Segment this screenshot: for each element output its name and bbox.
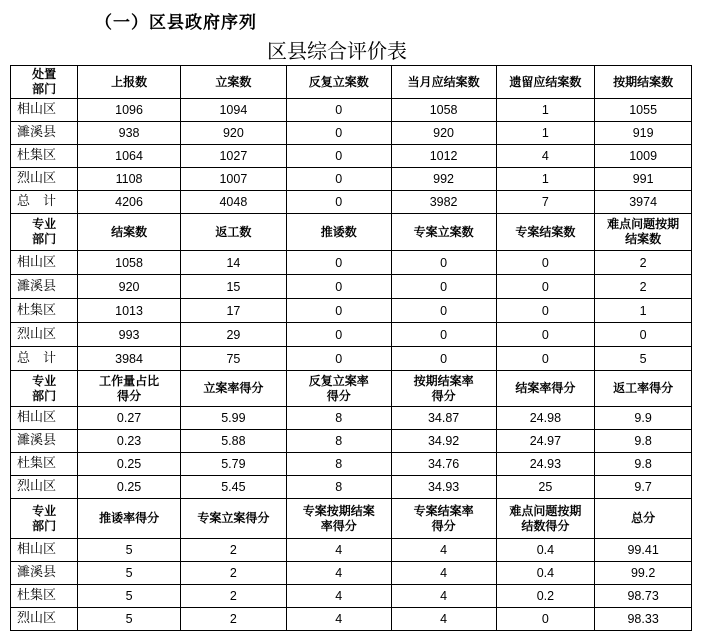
table-cell: 34.93 [391, 476, 496, 499]
region-name: 烈山区 [11, 608, 78, 631]
region-name: 总 计 [11, 347, 78, 371]
table-cell: 2 [180, 608, 286, 631]
header-row [11, 499, 692, 539]
table-cell: 9.8 [595, 430, 692, 453]
header-row [11, 371, 692, 407]
table-cell: 1058 [391, 99, 496, 122]
table-cell: 0 [286, 323, 391, 347]
table-cell: 34.76 [391, 453, 496, 476]
table-cell: 0.27 [78, 407, 181, 430]
table-cell: 15 [180, 275, 286, 299]
table-cell: 0 [391, 299, 496, 323]
column-header: 推诿数 [286, 214, 391, 251]
table-cell: 1 [496, 122, 595, 145]
column-header: 当月应结案数 [391, 66, 496, 99]
evaluation-table [10, 65, 692, 631]
table-cell: 920 [391, 122, 496, 145]
table-cell: 34.92 [391, 430, 496, 453]
column-header: 按期结案数 [595, 66, 692, 99]
column-header: 上报数 [78, 66, 181, 99]
region-name: 杜集区 [11, 585, 78, 608]
region-name: 相山区 [11, 251, 78, 275]
table-cell: 992 [391, 168, 496, 191]
table-cell: 4 [391, 585, 496, 608]
table-cell: 3974 [595, 191, 692, 214]
column-header: 遗留应结案数 [496, 66, 595, 99]
table-cell: 1064 [78, 145, 181, 168]
table-cell: 8 [286, 476, 391, 499]
table-cell: 5 [78, 608, 181, 631]
column-header: 难点问题按期 结数得分 [496, 499, 595, 539]
column-header: 推诿率得分 [78, 499, 181, 539]
table-cell: 0 [595, 323, 692, 347]
table-row [11, 122, 692, 145]
table-cell: 0 [496, 299, 595, 323]
region-name: 杜集区 [11, 299, 78, 323]
region-name: 相山区 [11, 99, 78, 122]
table-cell: 7 [496, 191, 595, 214]
table-row [11, 251, 692, 275]
table-cell: 4 [496, 145, 595, 168]
table-cell: 98.33 [595, 608, 692, 631]
table-row [11, 608, 692, 631]
table-row [11, 145, 692, 168]
table-cell: 0 [286, 99, 391, 122]
column-header: 结案率得分 [496, 371, 595, 407]
table-row [11, 275, 692, 299]
table-cell: 98.73 [595, 585, 692, 608]
table-cell: 0.4 [496, 539, 595, 562]
table-cell: 34.87 [391, 407, 496, 430]
table-cell: 5.88 [180, 430, 286, 453]
column-header: 专案结案数 [496, 214, 595, 251]
column-header: 反复立案率 得分 [286, 371, 391, 407]
table-cell: 5 [78, 562, 181, 585]
table-cell: 0 [286, 299, 391, 323]
table-row [11, 562, 692, 585]
table-cell: 29 [180, 323, 286, 347]
table-cell: 4 [391, 539, 496, 562]
region-name: 烈山区 [11, 168, 78, 191]
table-cell: 2 [595, 275, 692, 299]
table-cell: 8 [286, 453, 391, 476]
table-cell: 9.8 [595, 453, 692, 476]
header-row [11, 214, 692, 251]
table-cell: 25 [496, 476, 595, 499]
table-cell: 99.2 [595, 562, 692, 585]
table-cell: 24.98 [496, 407, 595, 430]
column-header: 立案数 [180, 66, 286, 99]
region-name: 杜集区 [11, 453, 78, 476]
region-name: 杜集区 [11, 145, 78, 168]
table-cell: 1 [496, 99, 595, 122]
table-cell: 17 [180, 299, 286, 323]
region-name: 相山区 [11, 539, 78, 562]
table-body [11, 66, 692, 631]
table-cell: 0.25 [78, 453, 181, 476]
header-row [11, 66, 692, 99]
table-cell: 0 [286, 275, 391, 299]
table-cell: 0 [286, 347, 391, 371]
table-title-text: 区县综合评价表 [267, 39, 407, 63]
table-cell: 0 [496, 275, 595, 299]
section-heading: （一）区县政府序列 [95, 13, 257, 33]
table-cell: 5.45 [180, 476, 286, 499]
region-name: 濉溪县 [11, 562, 78, 585]
table-cell: 920 [180, 122, 286, 145]
table-cell: 5 [78, 539, 181, 562]
table-row [11, 539, 692, 562]
column-header: 难点问题按期 结案数 [595, 214, 692, 251]
region-name: 烈山区 [11, 323, 78, 347]
table-cell: 4 [391, 562, 496, 585]
table-cell: 1 [595, 299, 692, 323]
region-name: 濉溪县 [11, 122, 78, 145]
table-cell: 0 [286, 251, 391, 275]
table-cell: 2 [180, 562, 286, 585]
table-cell: 920 [78, 275, 181, 299]
table-cell: 5 [595, 347, 692, 371]
table-cell: 1027 [180, 145, 286, 168]
table-cell: 0 [496, 323, 595, 347]
table-cell: 991 [595, 168, 692, 191]
table-cell: 0 [286, 168, 391, 191]
column-header: 专案立案数 [391, 214, 496, 251]
table-cell: 0.25 [78, 476, 181, 499]
table-cell: 4 [286, 539, 391, 562]
table-cell: 1055 [595, 99, 692, 122]
table-cell: 993 [78, 323, 181, 347]
table-cell: 5.99 [180, 407, 286, 430]
table-cell: 8 [286, 407, 391, 430]
column-header: 结案数 [78, 214, 181, 251]
region-name: 总 计 [11, 191, 78, 214]
column-header: 专案立案得分 [180, 499, 286, 539]
table-row [11, 407, 692, 430]
table-cell: 1007 [180, 168, 286, 191]
table-cell: 0 [286, 122, 391, 145]
region-name: 濉溪县 [11, 430, 78, 453]
table-cell: 9.7 [595, 476, 692, 499]
region-name: 相山区 [11, 407, 78, 430]
column-header: 按期结案率 得分 [391, 371, 496, 407]
table-cell: 4 [286, 608, 391, 631]
column-header: 处置 部门 [11, 66, 78, 99]
table-cell: 3984 [78, 347, 181, 371]
column-header: 反复立案数 [286, 66, 391, 99]
table-row [11, 191, 692, 214]
table-cell: 1012 [391, 145, 496, 168]
table-cell: 75 [180, 347, 286, 371]
column-header: 总分 [595, 499, 692, 539]
table-row [11, 323, 692, 347]
table-cell: 24.93 [496, 453, 595, 476]
table-cell: 0.2 [496, 585, 595, 608]
column-header: 工作量占比 得分 [78, 371, 181, 407]
table-cell: 4 [286, 585, 391, 608]
table-cell: 0 [391, 251, 496, 275]
table-cell: 4 [286, 562, 391, 585]
column-header: 专案结案率 得分 [391, 499, 496, 539]
table-cell: 0.4 [496, 562, 595, 585]
table-cell: 5 [78, 585, 181, 608]
column-header: 返工数 [180, 214, 286, 251]
table-cell: 4206 [78, 191, 181, 214]
table-cell: 0 [391, 323, 496, 347]
region-name: 烈山区 [11, 476, 78, 499]
table-title [0, 35, 702, 64]
table-cell: 1 [496, 168, 595, 191]
table-cell: 24.97 [496, 430, 595, 453]
table-cell: 5.79 [180, 453, 286, 476]
table-row [11, 99, 692, 122]
table-cell: 3982 [391, 191, 496, 214]
table-cell: 2 [595, 251, 692, 275]
table-cell: 0 [391, 347, 496, 371]
table-row [11, 476, 692, 499]
table-cell: 1094 [180, 99, 286, 122]
table-row [11, 453, 692, 476]
table-cell: 2 [180, 585, 286, 608]
table-cell: 1058 [78, 251, 181, 275]
table-cell: 4 [391, 608, 496, 631]
table-cell: 1108 [78, 168, 181, 191]
table-cell: 1096 [78, 99, 181, 122]
table-row [11, 430, 692, 453]
column-header: 专案按期结案 率得分 [286, 499, 391, 539]
table-cell: 0 [496, 347, 595, 371]
table-cell: 14 [180, 251, 286, 275]
table-cell: 0 [496, 608, 595, 631]
table-cell: 0 [496, 251, 595, 275]
table-cell: 8 [286, 430, 391, 453]
table-cell: 0 [391, 275, 496, 299]
column-header: 专业 部门 [11, 499, 78, 539]
table-cell: 4048 [180, 191, 286, 214]
table-row [11, 168, 692, 191]
column-header: 专业 部门 [11, 214, 78, 251]
table-cell: 0 [286, 145, 391, 168]
table-cell: 99.41 [595, 539, 692, 562]
table-cell: 9.9 [595, 407, 692, 430]
table-cell: 1009 [595, 145, 692, 168]
column-header: 返工率得分 [595, 371, 692, 407]
column-header: 专业 部门 [11, 371, 78, 407]
table-row [11, 585, 692, 608]
region-name: 濉溪县 [11, 275, 78, 299]
table-cell: 1013 [78, 299, 181, 323]
table-cell: 938 [78, 122, 181, 145]
table-cell: 0.23 [78, 430, 181, 453]
table-row [11, 347, 692, 371]
column-header: 立案率得分 [180, 371, 286, 407]
table-cell: 0 [286, 191, 391, 214]
table-row [11, 299, 692, 323]
table-cell: 919 [595, 122, 692, 145]
table-cell: 2 [180, 539, 286, 562]
